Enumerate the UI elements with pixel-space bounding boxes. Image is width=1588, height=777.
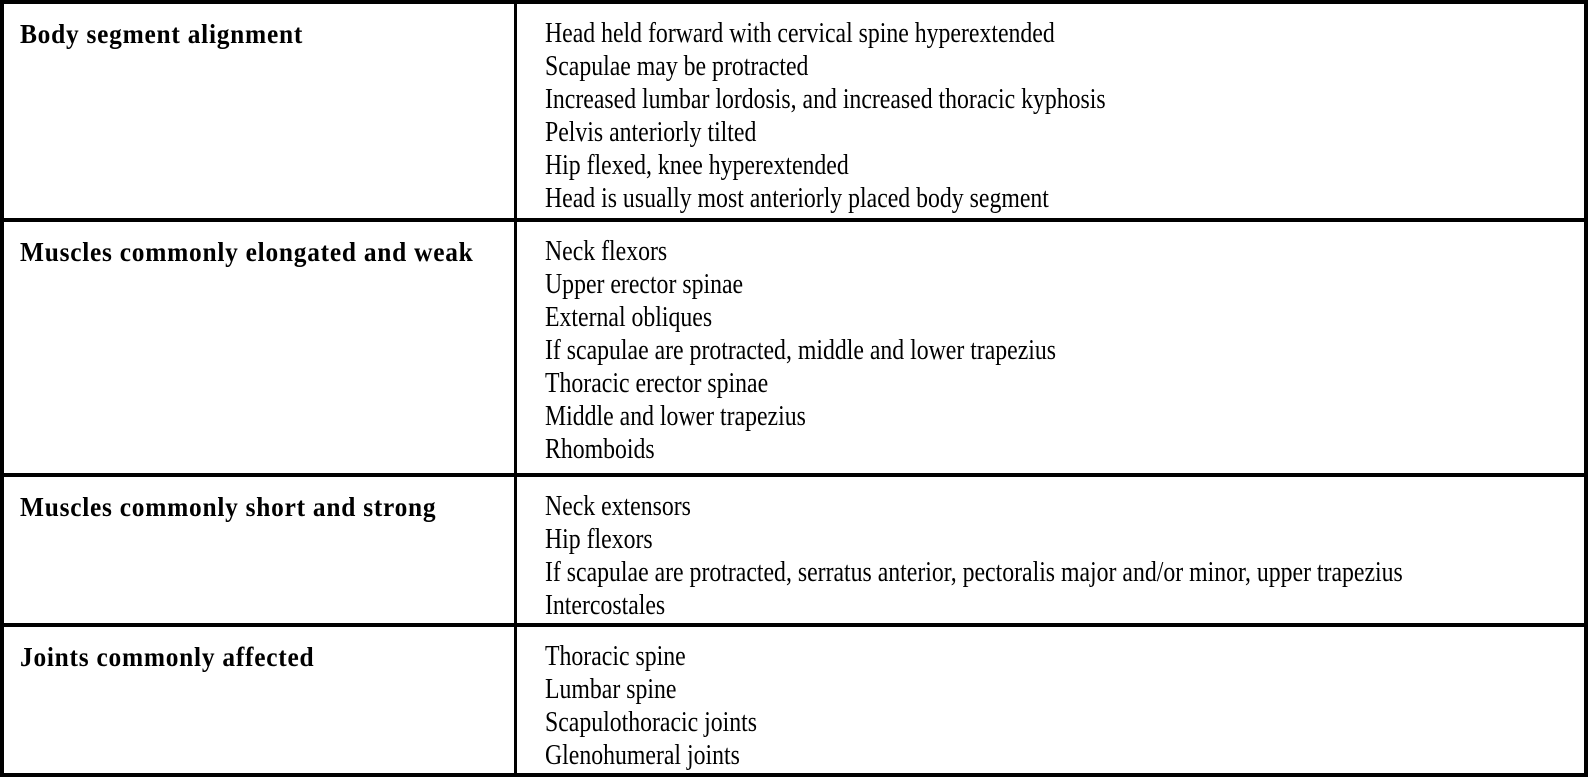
row-label-cell [4,477,517,623]
row-items-cell [517,627,1584,773]
row-items-cell [517,4,1584,218]
cell-line: If scapulae are protracted, middle and lower trapezius [545,334,1057,366]
row-label: Muscles commonly elongated and weak [20,237,474,267]
row-label-cell [4,627,517,773]
cell-line: Upper erector spinae [545,268,744,300]
table-row [4,222,1584,477]
cell-line: Neck extensors [545,490,691,522]
cell-line: Scapulothoracic joints [545,706,757,738]
cell-line: Lumbar spine [545,673,677,705]
cell-line: Intercostales [545,589,666,621]
table-row [4,627,1584,773]
cell-line: External obliques [545,301,713,333]
row-label: Joints commonly affected [20,642,315,672]
cell-line: Pelvis anteriorly tilted [545,116,757,148]
cell-line: Scapulae may be protracted [545,50,809,82]
cell-line: Head held forward with cervical spine hyperextended [545,17,1055,49]
cell-line: If scapulae are protracted, serratus anterior, pectoralis major and/or minor, upper trapezius [545,556,1403,588]
cell-line: Rhomboids [545,433,655,465]
cell-line: Neck flexors [545,235,668,267]
table-row [4,4,1584,222]
cell-line: Glenohumeral joints [545,739,740,771]
cell-line: Hip flexed, knee hyperextended [545,149,849,181]
cell-line: Thoracic spine [545,640,686,672]
row-label: Muscles commonly short and strong [20,492,437,522]
cell-line: Thoracic erector spinae [545,367,769,399]
row-items-cell [517,222,1584,473]
row-label-cell [4,222,517,473]
row-label-cell [4,4,517,218]
cell-line: Head is usually most anteriorly placed body segment [545,182,1049,214]
row-label: Body segment alignment [20,19,304,49]
cell-line: Increased lumbar lordosis, and increased thoracic kyphosis [545,83,1106,115]
cell-line: Middle and lower trapezius [545,400,806,432]
table-row [4,477,1584,627]
cell-line: Hip flexors [545,523,653,555]
row-items-cell [517,477,1584,623]
